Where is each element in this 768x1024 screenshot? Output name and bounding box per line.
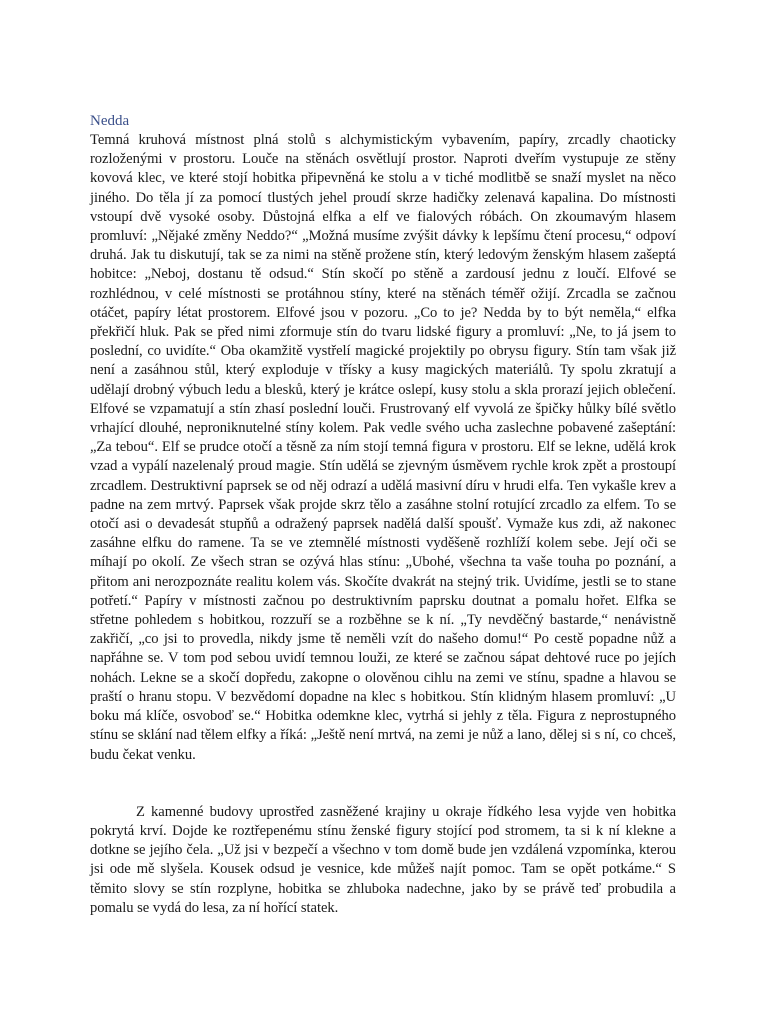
body-paragraph-2: Z kamenné budovy uprostřed zasněžené krajiny u okraje řídkého lesa vyjde ven hobitka pokrytá krví. Dojde ke roztřepenému stínu ženské figury stojící pod stromem, ta si k ní klekne a dotkne se jejího čela. „Už jsi v bezpečí a všechno v tom domě bude jen vzdálená vzpomínka, kterou jsi ode mě slyšela. Kousek odsud je vesnice, kde můžeš najít pomoc. Tam se opět potkáme.“ S těmito slovy se stín rozplyne, hobitka se zhluboka nadechne, jako by se právě teď probudila a pomalu se vydá do lesa, za ní hořící statek. <box>90 803 676 916</box>
document-title: Nedda <box>90 113 130 129</box>
body-paragraph-1: Temná kruhová místnost plná stolů s alchymistickým vybavením, papíry, zrcadly chaoticky rozloženými v prostoru. Louče na stěnách osvětlují prostor. Naproti dveřím vystupuje ze stěny kovová klec, ve které stojí hobitka připevněná ke stolu a v tiché modlitbě se snaží myslet na něco jiného. Do těla jí za pomocí tlustých jehel proudí skrze hadičky zelenavá kapalina. Do místnosti vstoupí dvě vysoké osoby. Důstojná elfka a elf ve fialových róbách. On zkoumavým hlasem promluví: „Nějaké změny Neddo?“ „Možná musíme zvýšit dávky k lepšímu čtení procesu,“ odpoví druhá. Jak tu diskutují, tak se za nimi na stěně prožene stín, který ledovým ženským hlasem zašeptá hobitce: „Neboj, dostanu tě odsud.“ Stín skočí po stěně a zardousí jednu z loučí. Elfové se rozhlédnou, v celé místnosti se protáhnou stíny, které na stěnách téměř ožijí. Zrcadla se začnou otáčet, papíry létat prostorem. Elfové jsou v pozoru. „Co to je? Nedda by to být neměla,“ elfka překřičí hluk. Pak se před nimi zformuje stín do tvaru lidské figury a promluví: „Ne, to já jsem to poslední, co uvidíte.“ Oba okamžitě vystřelí magické projektily po obrysu figury. Stín tam však již není a zasáhnou stůl, který exploduje v třísky a kusy magických materiálů. Ty spolu zkratují a udělají drobný výbuch ledu a blesků, který je krátce oslepí, kusy stolu a skla prorazí jejich oblečení. Elfové se vzpamatují a stín zhasí poslední louči. Frustrovaný elf vyvolá ze špičky hůlky bílé světlo vrhající dlouhé, neproniknutelné stíny kolem. Pak vedle svého ucha zaslechne pobavené zašeptání: „Za tebou“. Elf se prudce otočí a těsně za ním stojí temná figura v prostoru. Elf se lekne, udělá krok vzad a vypálí nazelenalý proud magie. Stín udělá se zjevným úsměvem rychle krok zpět a prostoupí zrcadlem. Destruktivní paprsek se od něj odrazí a udělá masivní díru v hrudi elfa. Ten vykašle krev a padne na zem mrtvý. Paprsek však projde skrz tělo a zasáhne stolní rotující zrcadlo za elfem. To se otočí asi o devadesát stupňů a odražený paprsek nadělá další spoušť. Vymaže kus zdi, až nakonec zasáhne elfku do ramene. Ta se ve ztemnělé místnosti vyděšeně rozhlíží kolem sebe. Její oči se míhají po okolí. Ze všech stran se ozývá hlas stínu: „Ubohé, všechna ta vaše touha po poznání, a přitom ani nerozpoznáte realitu kolem vás. Skočíte dvakrát na stejný trik. Uvidíme, jestli se to stane potřetí.“ Papíry v místnosti začnou po destruktivním paprsku doutnat a pomalu hořet. Elfka se střetne pohledem s hobitkou, rozzuří se a rozběhne se k ní. „Ty nevděčný bastarde,“ nenávistně zakřičí, „co jsi to provedla, nikdy jsme tě neměli vzít do našeho domu!“ Po cestě popadne nůž a napřáhne se. V tom pod sebou uvidí temnou louži, ze které se začnou sápat dehtové ruce po jejích nohách. Lekne se a skočí dopředu, zakopne o olověnou cihlu na zemi ve stínu, spadne a hlavou se praští o hranu stopu. V bezvědomí dopadne na klec s hobitkou. Stín klidným hlasem promluví: „U boku má klíče, osvoboď se.“ Hobitka odemkne klec, vytrhá si jehly z těla. Figura z neprostupného stínu se sklání nad tělem elfky a říká: „Ještě není mrtvá, na zemi je nůž a lano, dělej si s ní, co chceš, budu čekat venku. <box>90 132 676 763</box>
document-page <box>90 112 676 918</box>
